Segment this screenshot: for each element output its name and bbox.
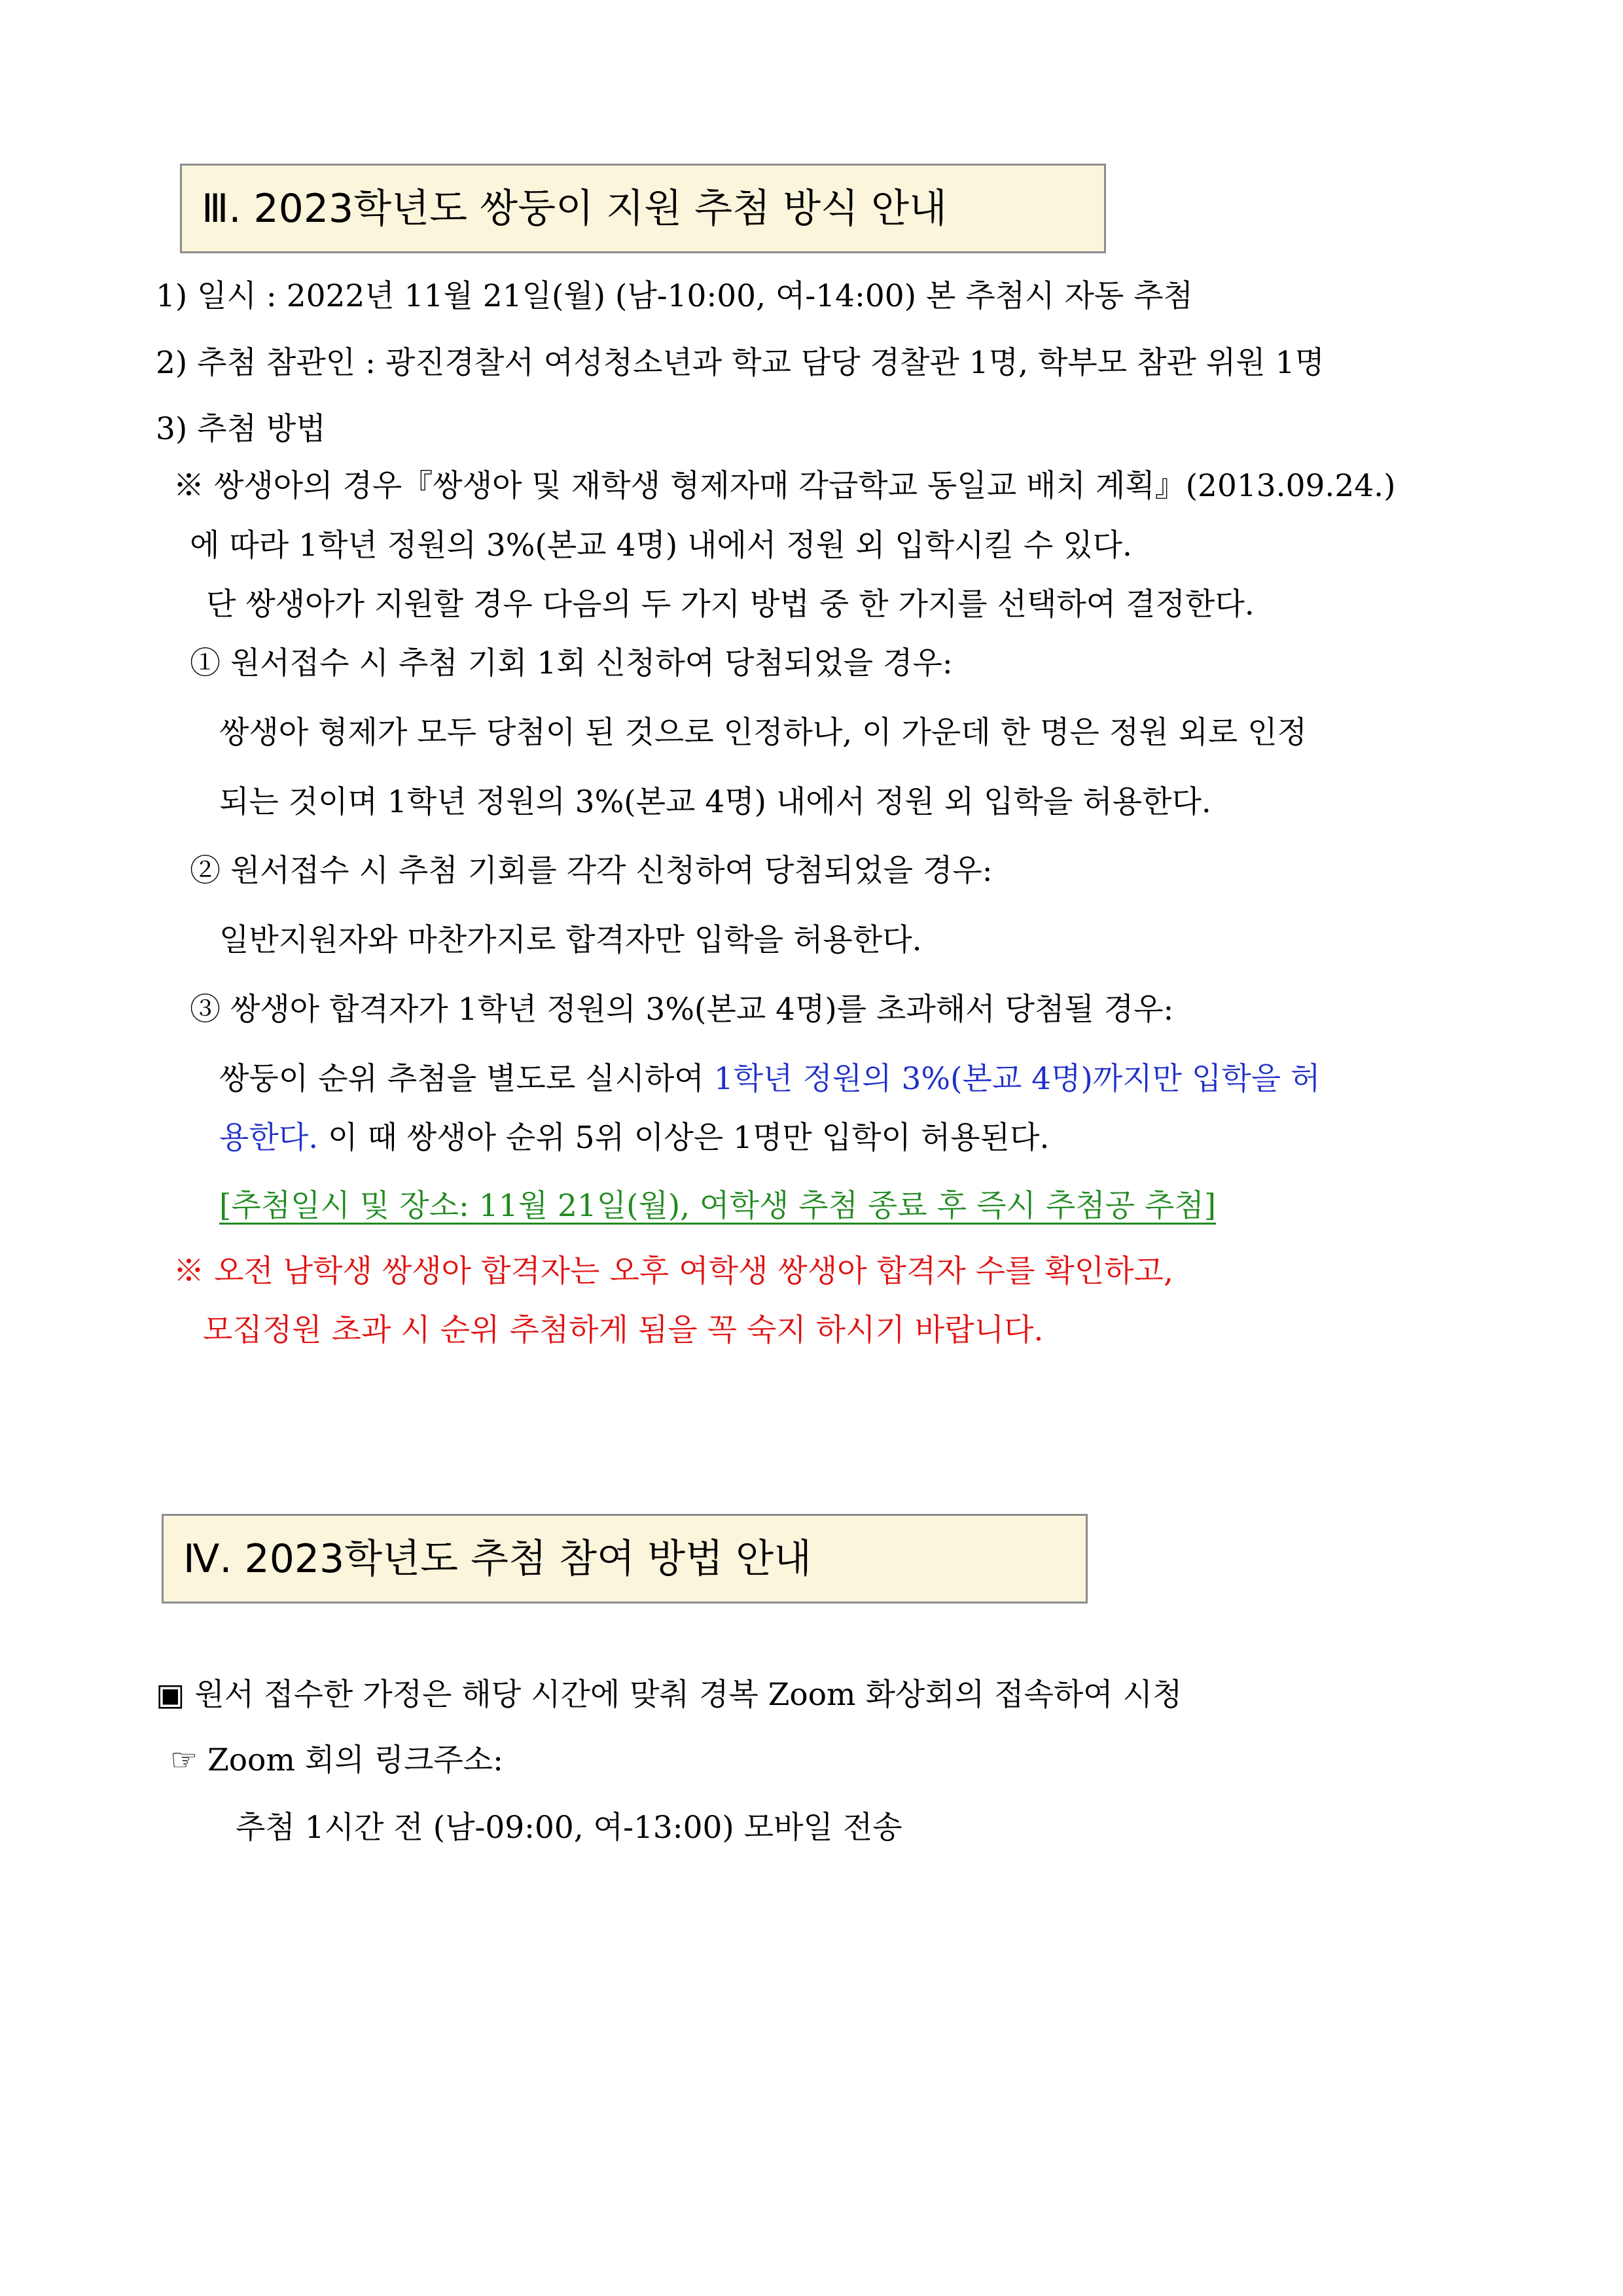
zoom-link-label: ☞ Zoom 회의 링크주소: — [170, 1742, 504, 1778]
section4-heading: Ⅳ. 2023학년도 추첨 참여 방법 안내 — [162, 1514, 1088, 1604]
method-line: 3) 추첨 방법 — [156, 411, 326, 447]
case1-body-2: 되는 것이며 1학년 정원의 3%(본교 4명) 내에서 정원 외 입학을 허용한다. — [219, 784, 1211, 820]
mobile-send-note: 추첨 1시간 전 (남-09:00, 여-13:00) 모바일 전송 — [236, 1810, 902, 1846]
case3-body-1 — [219, 1061, 1321, 1098]
case3-body-1-highlight: 1학년 정원의 3%(본교 4명)까지만 입학을 허 — [713, 1061, 1321, 1097]
case3-body-2-plain: 이 때 쌍생아 순위 5위 이상은 1명만 입학이 허용된다. — [318, 1120, 1050, 1156]
warning-line-1: ※ 오전 남학생 쌍생아 합격자는 오후 여학생 쌍생아 합격자 수를 확인하고, — [173, 1253, 1173, 1289]
case1-body-1: 쌍생아 형제가 모두 당첨이 된 것으로 인정하나, 이 가운데 한 명은 정원 외로 인정 — [219, 715, 1308, 751]
warning-line-2: 모집정원 초과 시 순위 추첨하게 됨을 꼭 숙지 하시기 바랍니다. — [203, 1312, 1044, 1348]
twin-note-line-2: 에 따라 1학년 정원의 3%(본교 4명) 내에서 정원 외 입학시킬 수 있다. — [190, 528, 1132, 564]
twin-note-line-1: ※ 쌍생아의 경우『쌍생아 및 재학생 형제자매 각급학교 동일교 배치 계획』(2013.09.24.) — [173, 468, 1396, 504]
case3-body-1-plain: 쌍둥이 순위 추첨을 별도로 실시하여 — [219, 1061, 714, 1097]
case3-body-2-highlight: 용한다. — [219, 1120, 319, 1156]
case1-title: ① 원서접수 시 추첨 기회 1회 신청하여 당첨되었을 경우: — [190, 645, 953, 681]
observer-line: 2) 추첨 참관인 : 광진경찰서 여성청소년과 학교 담당 경찰관 1명, 학부모 참관 위원 1명 — [156, 345, 1325, 381]
twin-note-line-3: 단 쌍생아가 지원할 경우 다음의 두 가지 방법 중 한 가지를 선택하여 결정한다. — [206, 586, 1255, 622]
case2-body-1: 일반지원자와 마찬가지로 합격자만 입학을 허용한다. — [219, 922, 922, 958]
draw-time-place: [추첨일시 및 장소: 11월 21일(월), 여학생 추첨 종료 후 즉시 추첨공 추첨] — [219, 1188, 1217, 1224]
case3-title: ③ 쌍생아 합격자가 1학년 정원의 3%(본교 4명)를 초과해서 당첨될 경우: — [190, 992, 1174, 1028]
section3-heading: Ⅲ. 2023학년도 쌍둥이 지원 추첨 방식 안내 — [180, 164, 1106, 253]
zoom-instruction: ▣ 원서 접수한 가정은 해당 시간에 맞춰 경복 Zoom 화상회의 접속하여 시청 — [156, 1677, 1183, 1713]
case3-body-2 — [219, 1120, 1049, 1157]
schedule-line: 1) 일시 : 2022년 11월 21일(월) (남-10:00, 여-14:00) 본 추첨시 자동 추첨 — [156, 278, 1194, 314]
case2-title: ② 원서접수 시 추첨 기회를 각각 신청하여 당첨되었을 경우: — [190, 853, 993, 889]
